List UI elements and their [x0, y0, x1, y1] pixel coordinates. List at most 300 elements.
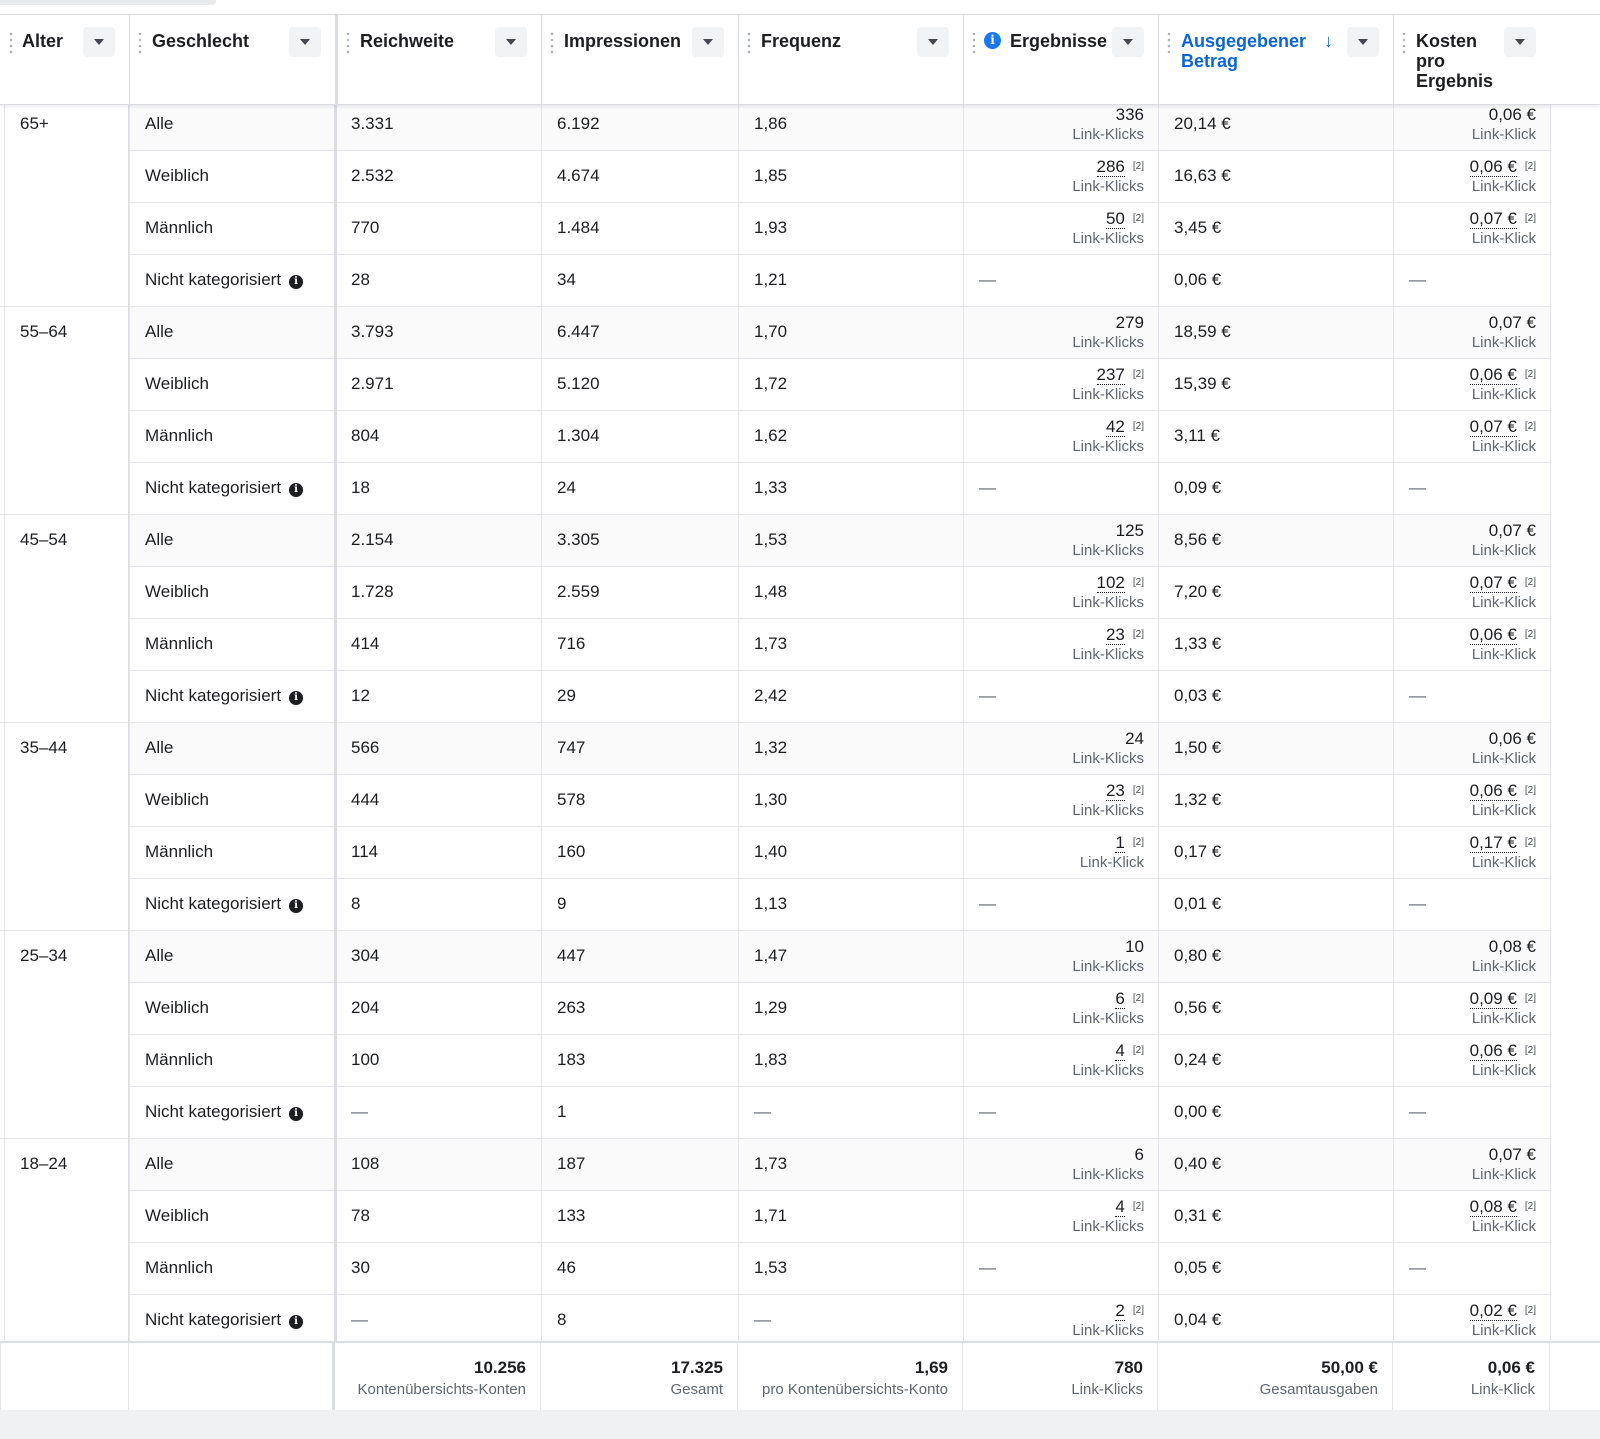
total-label: Link-Klick: [1470, 1381, 1535, 1398]
gender-text: Alle: [145, 1154, 174, 1173]
value-line: [1072, 625, 1144, 645]
value-frequency: 1,30: [754, 790, 788, 809]
cell-results: [963, 515, 1158, 567]
table-row[interactable]: [0, 1191, 1600, 1243]
drag-handle-icon[interactable]: [747, 31, 751, 55]
cell-results: [963, 463, 1158, 515]
gender-label: [145, 998, 209, 1018]
cell-gender: [129, 723, 335, 775]
column-title[interactable]: Geschlecht: [152, 31, 250, 51]
cost-per-result-value: [1470, 1197, 1536, 1237]
cell-frequency: [738, 515, 963, 567]
cell-gender: [129, 567, 335, 619]
chevron-down-icon: [300, 39, 310, 45]
result-value: [1072, 989, 1144, 1029]
value-spent: 16,63 €: [1174, 166, 1231, 185]
cell-frequency: [738, 1191, 963, 1243]
gender-text: Weiblich: [145, 1206, 209, 1225]
cost-per-result-value: [1470, 625, 1536, 665]
value-number[interactable]: 0,06 €: [1469, 781, 1517, 800]
cell-impressions: [541, 1295, 738, 1341]
value-unit: Link-Klick: [1471, 958, 1536, 975]
cell-reach: [335, 1087, 541, 1139]
value-line: [1072, 313, 1144, 333]
arrow-down-icon[interactable]: ↓: [1324, 31, 1333, 51]
footnote-marker[interactable]: [2]: [1132, 369, 1144, 380]
cell-reach: [335, 879, 541, 931]
footnote-marker[interactable]: [2]: [1132, 993, 1144, 1004]
cell-frequency: [738, 411, 963, 463]
value-unit: Link-Klick: [1471, 1322, 1536, 1339]
column-menu-button[interactable]: [692, 27, 724, 57]
value-line: [1472, 105, 1536, 125]
table-row[interactable]: [0, 203, 1600, 255]
cost-per-result-value: [1470, 365, 1536, 405]
footnote-marker[interactable]: [2]: [1132, 629, 1144, 640]
cell-frequency: [738, 463, 963, 515]
result-value: [1072, 365, 1144, 405]
info-icon[interactable]: i: [984, 32, 1001, 49]
column-title[interactable]: Reichweite: [360, 31, 455, 51]
table-row[interactable]: [0, 723, 1600, 775]
cell-results: [963, 105, 1158, 151]
footnote-marker[interactable]: [2]: [1524, 837, 1536, 848]
value-line: [1470, 625, 1536, 645]
cell-frequency: [738, 1295, 963, 1341]
cell-impressions: [541, 255, 738, 307]
info-icon[interactable]: i: [289, 483, 303, 497]
result-value: [1072, 1301, 1144, 1341]
table-row[interactable]: [0, 255, 1600, 307]
cost-per-result-value: [1472, 105, 1536, 145]
value-unit: Link-Klicks: [1072, 646, 1144, 663]
table-row[interactable]: [0, 307, 1600, 359]
value-reach: 114: [351, 842, 379, 861]
footnote-marker[interactable]: [2]: [1132, 161, 1144, 172]
cell-gender: [129, 1139, 335, 1191]
cell-frequency: [738, 203, 963, 255]
value-number[interactable]: 0,09 €: [1469, 989, 1517, 1008]
column-header-reach[interactable]: [335, 15, 541, 105]
cell-gender: [129, 775, 335, 827]
value-unit: Link-Klick: [1471, 438, 1536, 455]
cell-frequency: [738, 359, 963, 411]
result-value: [1072, 781, 1144, 821]
value-frequency: 1,53: [754, 530, 788, 549]
total-impressions: [670, 1357, 723, 1401]
table-row[interactable]: [0, 1295, 1600, 1341]
value-frequency: 1,32: [754, 738, 788, 757]
value-number[interactable]: 0,07 €: [1469, 209, 1517, 228]
table-row[interactable]: [0, 105, 1600, 151]
gender-text: Männlich: [145, 218, 214, 237]
gender-label: [145, 1258, 213, 1278]
value-number: 0,07 €: [1488, 313, 1536, 332]
drag-handle-icon[interactable]: [9, 31, 13, 55]
cell-spent: [1158, 463, 1393, 515]
value-spent: 0,06 €: [1174, 270, 1222, 289]
table-row[interactable]: [0, 827, 1600, 879]
value-reach: 444: [351, 790, 380, 809]
cell-spent: [1158, 567, 1393, 619]
column-header-results[interactable]: [963, 15, 1158, 105]
cost-per-result-value: [1472, 1145, 1536, 1185]
empty-dash: —: [351, 1102, 368, 1121]
column-title[interactable]: Ergebnisse: [1010, 31, 1108, 51]
value-line: [1072, 573, 1144, 593]
cell-spent: [1158, 515, 1393, 567]
footnote-marker[interactable]: [2]: [1132, 837, 1144, 848]
cell-spent: [1158, 827, 1393, 879]
total-spent: [1260, 1357, 1378, 1401]
column-header-spent[interactable]: [1158, 15, 1393, 105]
gender-label: [145, 166, 209, 186]
drag-handle-icon[interactable]: [138, 31, 142, 55]
value-frequency: 1,71: [754, 1206, 788, 1225]
cell-impressions: [541, 723, 738, 775]
column-menu-button[interactable]: [917, 27, 949, 57]
info-icon[interactable]: i: [289, 275, 303, 289]
total-cell: [0, 1343, 129, 1413]
total-label: Gesamt: [670, 1381, 723, 1398]
value-number[interactable]: 0,06 €: [1469, 1041, 1517, 1060]
column-menu-button[interactable]: [1347, 27, 1379, 57]
info-icon[interactable]: i: [289, 899, 303, 913]
value-spent: 0,56 €: [1174, 998, 1222, 1017]
cell-cpr: [1393, 983, 1550, 1035]
value-number: 0,06 €: [1488, 729, 1536, 748]
value-line: [1472, 729, 1536, 749]
chevron-down-icon: [94, 39, 104, 45]
footnote-marker[interactable]: [2]: [1524, 1305, 1536, 1316]
value-line: [1072, 157, 1144, 177]
cell-results: [963, 359, 1158, 411]
info-icon[interactable]: i: [289, 691, 303, 705]
breakdown-table: [0, 14, 1600, 1410]
footnote-marker[interactable]: [2]: [1524, 785, 1536, 796]
value-number[interactable]: 102: [1096, 573, 1125, 592]
value-reach: 204: [351, 998, 380, 1017]
footnote-marker[interactable]: [2]: [1524, 993, 1536, 1004]
value-frequency: 1,62: [754, 426, 788, 445]
value-number[interactable]: 0,07 €: [1469, 573, 1517, 592]
cell-spent: [1158, 1191, 1393, 1243]
column-header-impressions[interactable]: [541, 15, 738, 105]
cell-cpr: [1393, 619, 1550, 671]
info-icon[interactable]: i: [289, 1315, 303, 1329]
footnote-marker[interactable]: [2]: [1132, 785, 1144, 796]
cell-impressions: [541, 879, 738, 931]
column-menu-button[interactable]: [495, 27, 527, 57]
value-unit: Link-Klick: [1471, 1218, 1536, 1235]
cell-results: [963, 1139, 1158, 1191]
cell-reach: [335, 723, 541, 775]
value-impressions: 578: [557, 790, 586, 809]
value-number[interactable]: 23: [1105, 781, 1125, 800]
age-label: 25–34: [20, 946, 68, 965]
total-cell: [963, 1343, 1158, 1413]
column-title[interactable]: Impressionen: [564, 31, 682, 51]
gender-text: Alle: [145, 946, 174, 965]
table-row[interactable]: [0, 983, 1600, 1035]
cell-results: [963, 827, 1158, 879]
value-unit: Link-Klicks: [1072, 594, 1144, 611]
empty-dash: —: [754, 1102, 771, 1121]
column-title[interactable]: [1181, 31, 1306, 71]
total-value: 1,69: [914, 1358, 948, 1377]
cell-gender: [129, 931, 335, 983]
cell-impressions: [541, 307, 738, 359]
drag-handle-icon[interactable]: [1167, 31, 1171, 55]
table-row[interactable]: [0, 463, 1600, 515]
age-label: 55–64: [20, 322, 68, 341]
drag-handle-icon[interactable]: [1402, 31, 1406, 55]
cell-impressions: [541, 359, 738, 411]
result-value: [1072, 1197, 1144, 1237]
cell-cpr: [1393, 827, 1550, 879]
footnote-marker[interactable]: [2]: [1524, 1045, 1536, 1056]
gender-label: [145, 634, 213, 654]
total-value: 780: [1114, 1358, 1143, 1377]
cell-spent: [1158, 1087, 1393, 1139]
column-title[interactable]: Alter: [22, 31, 64, 51]
value-spent: 0,40 €: [1174, 1154, 1222, 1173]
value-reach: 2.154: [351, 530, 394, 549]
cell-spent: [1158, 1139, 1393, 1191]
value-unit: Link-Klicks: [1072, 1010, 1144, 1027]
table-row[interactable]: [0, 1243, 1600, 1295]
value-number[interactable]: 50: [1105, 209, 1125, 228]
top-strip: [0, 0, 1600, 14]
cell-spent: [1158, 619, 1393, 671]
cell-reach: [335, 567, 541, 619]
table-row[interactable]: [0, 619, 1600, 671]
column-header-gender[interactable]: [129, 15, 335, 105]
value-number[interactable]: 4: [1115, 1197, 1125, 1216]
value-unit: Link-Klicks: [1072, 1062, 1144, 1079]
cell-reach: [335, 255, 541, 307]
value-spent: 7,20 €: [1174, 582, 1222, 601]
cell-gender: [129, 1087, 335, 1139]
cell-results: [963, 411, 1158, 463]
value-unit: Link-Klicks: [1072, 438, 1144, 455]
value-spent: 3,45 €: [1174, 218, 1222, 237]
column-menu-button[interactable]: [289, 27, 321, 57]
cell-gender: [129, 983, 335, 1035]
value-number[interactable]: 0,06 €: [1469, 625, 1517, 644]
footnote-marker[interactable]: [2]: [1132, 421, 1144, 432]
table-row[interactable]: [0, 567, 1600, 619]
cell-impressions: [541, 463, 738, 515]
value-line: [1072, 1301, 1144, 1321]
value-reach: 18: [351, 478, 370, 497]
total-label: Gesamtausgaben: [1259, 1381, 1378, 1398]
footnote-marker[interactable]: [2]: [1132, 1045, 1144, 1056]
footnote-marker[interactable]: [2]: [1132, 1305, 1144, 1316]
column-title-line: Kosten: [1416, 31, 1478, 51]
gender-label: [145, 270, 303, 290]
cell-cpr: [1393, 203, 1550, 255]
table-row[interactable]: [0, 775, 1600, 827]
value-unit: Link-Klick: [1471, 1062, 1536, 1079]
value-reach: 78: [351, 1206, 370, 1225]
gender-text: Weiblich: [145, 998, 209, 1017]
chevron-down-icon: [506, 39, 516, 45]
value-line: [1470, 781, 1536, 801]
result-value: [1072, 521, 1144, 561]
cell-frequency: [738, 775, 963, 827]
cell-frequency: [738, 151, 963, 203]
value-frequency: 1,13: [754, 894, 788, 913]
table-row[interactable]: [0, 411, 1600, 463]
footnote-marker[interactable]: [2]: [1524, 421, 1536, 432]
drag-handle-icon[interactable]: [550, 31, 554, 55]
value-number[interactable]: 0,06 €: [1469, 157, 1517, 176]
cell-results: [963, 1087, 1158, 1139]
gender-text: Nicht kategorisiert: [145, 270, 282, 289]
column-title-line: Ausgegebener: [1181, 31, 1307, 51]
value-line: [1472, 521, 1536, 541]
value-unit: Link-Klicks: [1072, 230, 1144, 247]
column-header-cpr[interactable]: [1393, 15, 1550, 105]
value-spent: 0,00 €: [1174, 1102, 1222, 1121]
cell-reach: [335, 151, 541, 203]
cell-gender: [129, 255, 335, 307]
gender-label: [145, 218, 213, 238]
cell-spent: [1158, 307, 1393, 359]
drag-handle-icon[interactable]: [972, 31, 976, 55]
table-row[interactable]: [0, 1087, 1600, 1139]
column-menu-button[interactable]: [1112, 27, 1144, 57]
total-results: [1071, 1357, 1143, 1401]
table-row[interactable]: [0, 359, 1600, 411]
column-divider: [4, 105, 5, 1341]
gender-text: Alle: [145, 530, 174, 549]
value-number: 10: [1125, 937, 1144, 956]
column-header-age[interactable]: [0, 15, 129, 105]
value-reach: 2.971: [351, 374, 394, 393]
value-unit: Link-Klick: [1471, 1166, 1536, 1183]
column-title[interactable]: Frequenz: [761, 31, 842, 51]
value-number[interactable]: 237: [1096, 365, 1125, 384]
value-number: 279: [1115, 313, 1144, 332]
drag-handle-icon[interactable]: [346, 31, 350, 55]
empty-dash: —: [754, 1310, 771, 1329]
cell-spent: [1158, 1295, 1393, 1341]
column-header-frequency[interactable]: [738, 15, 963, 105]
footnote-marker[interactable]: [2]: [1132, 577, 1144, 588]
value-number[interactable]: 1: [1115, 833, 1125, 852]
value-unit: Link-Klicks: [1072, 334, 1144, 351]
table-row[interactable]: [0, 931, 1600, 983]
cell-gender: [129, 1191, 335, 1243]
value-spent: 0,17 €: [1174, 842, 1222, 861]
footnote-marker[interactable]: [2]: [1524, 369, 1536, 380]
value-number[interactable]: 6: [1115, 989, 1125, 1008]
value-line: [1072, 521, 1144, 541]
result-value: [1072, 157, 1144, 197]
value-number[interactable]: 0,07 €: [1469, 417, 1517, 436]
footnote-marker[interactable]: [2]: [1524, 161, 1536, 172]
value-line: [1470, 573, 1536, 593]
footnote-marker[interactable]: [2]: [1132, 213, 1144, 224]
cell-reach: [335, 463, 541, 515]
cell-frequency: [738, 827, 963, 879]
cell-cpr: [1393, 775, 1550, 827]
gender-label: [145, 530, 173, 550]
cell-reach: [335, 1243, 541, 1295]
cell-reach: [335, 307, 541, 359]
gender-label: [145, 114, 173, 134]
value-impressions: 5.120: [557, 374, 600, 393]
value-number[interactable]: 0,08 €: [1469, 1197, 1517, 1216]
table-row[interactable]: [0, 1139, 1600, 1191]
table-row[interactable]: [0, 1035, 1600, 1087]
value-number[interactable]: 23: [1105, 625, 1125, 644]
value-reach: 12: [351, 686, 370, 705]
value-line: [1470, 1197, 1536, 1217]
cell-spent: [1158, 931, 1393, 983]
value-line: [1472, 937, 1536, 957]
footnote-marker[interactable]: [2]: [1524, 1201, 1536, 1212]
cell-reach: [335, 1139, 541, 1191]
info-icon[interactable]: i: [289, 1107, 303, 1121]
result-value: [1072, 417, 1144, 457]
cell-results: [963, 151, 1158, 203]
value-spent: 0,80 €: [1174, 946, 1222, 965]
table-row[interactable]: [0, 671, 1600, 723]
gender-label: [145, 946, 173, 966]
table-row[interactable]: [0, 151, 1600, 203]
value-number[interactable]: 4: [1115, 1041, 1125, 1060]
column-menu-button[interactable]: [1504, 27, 1536, 57]
value-reach: 8: [351, 894, 361, 913]
value-spent: 8,56 €: [1174, 530, 1222, 549]
value-number[interactable]: 286: [1096, 157, 1125, 176]
gender-text: Nicht kategorisiert: [145, 1102, 282, 1121]
column-title-line: pro: [1416, 51, 1445, 71]
value-line: [1470, 1041, 1536, 1061]
footnote-marker[interactable]: [2]: [1132, 1201, 1144, 1212]
value-impressions: 34: [557, 270, 576, 289]
empty-dash: —: [979, 1102, 996, 1121]
cost-per-result-value: [1472, 729, 1536, 769]
table-row[interactable]: [0, 879, 1600, 931]
footnote-marker[interactable]: [2]: [1524, 629, 1536, 640]
footnote-marker[interactable]: [2]: [1524, 577, 1536, 588]
value-number[interactable]: 2: [1115, 1301, 1125, 1320]
value-unit: Link-Klick: [1471, 1010, 1536, 1027]
total-value: 17.325: [671, 1358, 723, 1377]
value-number[interactable]: 42: [1105, 417, 1125, 436]
value-number[interactable]: 0,02 €: [1469, 1301, 1517, 1320]
value-number[interactable]: 0,17 €: [1469, 833, 1517, 852]
cell-gender: [129, 879, 335, 931]
value-reach: 30: [351, 1258, 370, 1277]
cell-frequency: [738, 619, 963, 671]
cell-impressions: [541, 1191, 738, 1243]
footnote-marker[interactable]: [2]: [1524, 213, 1536, 224]
total-label: Link-Klicks: [1071, 1381, 1143, 1398]
column-menu-button[interactable]: [83, 27, 115, 57]
cell-reach: [335, 827, 541, 879]
cell-impressions: [541, 619, 738, 671]
value-number[interactable]: 0,06 €: [1469, 365, 1517, 384]
column-title[interactable]: [1416, 31, 1493, 91]
table-row[interactable]: [0, 515, 1600, 567]
value-frequency: 1,72: [754, 374, 788, 393]
value-frequency: 1,86: [754, 114, 788, 133]
